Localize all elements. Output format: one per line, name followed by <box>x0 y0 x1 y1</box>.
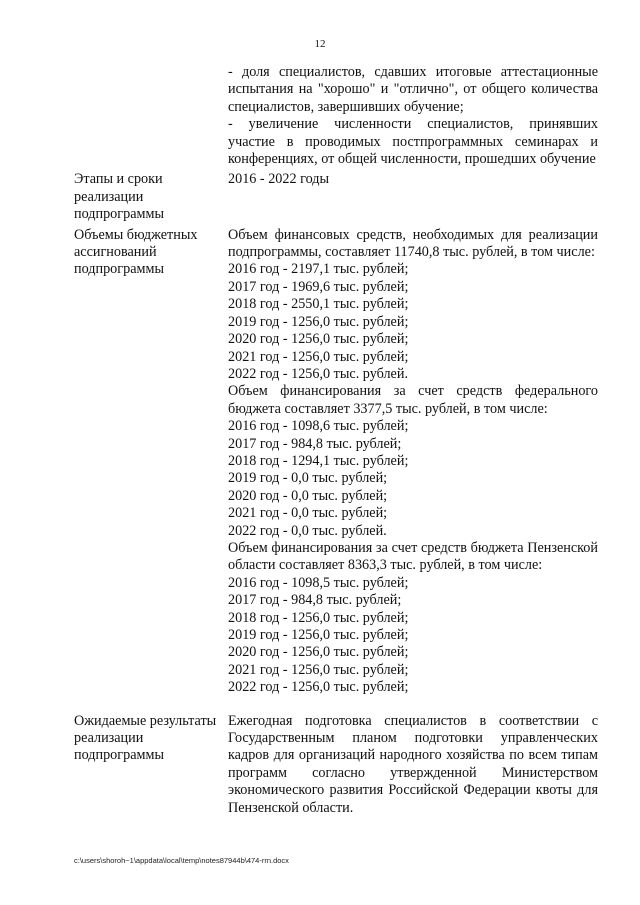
page-number: 12 <box>314 38 326 50</box>
funding-federal-year: 2019 год - 0,0 тыс. рублей; <box>228 470 388 487</box>
indicator-paragraph: - увеличение численности специалистов, принявших участие в проводимых постпрограммных семинарах и конференциях, от общей численности, прошедших обучение <box>228 116 598 168</box>
funding-total-intro: Объем финансовых средств, необходимых для реализации подпрограммы, составляет 11740,8 тыс. рублей, в том числе: <box>228 226 598 261</box>
funding-regional-year: 2018 год - 1256,0 тыс. рублей; <box>228 609 409 626</box>
funding-total-year: 2020 год - 1256,0 тыс. рублей; <box>228 331 409 348</box>
row-indicators-label <box>74 64 228 168</box>
row-stages-value: 2016 - 2022 годы <box>228 171 330 188</box>
passport-table <box>74 64 598 817</box>
row-funding-value <box>228 227 598 697</box>
funding-regional-year: 2021 год - 1256,0 тыс. рублей; <box>228 661 409 678</box>
row-stages-label: Этапы и сроки реализации подпрограммы <box>74 171 164 223</box>
funding-federal-year: 2021 год - 0,0 тыс. рублей; <box>228 505 388 522</box>
funding-regional-year: 2017 год - 984,8 тыс. рублей; <box>228 592 402 609</box>
funding-total-year: 2022 год - 1256,0 тыс. рублей. <box>228 365 408 382</box>
row-results <box>74 713 598 817</box>
row-indicators <box>74 64 598 168</box>
row-funding <box>74 227 598 697</box>
funding-federal-year: 2020 год - 0,0 тыс. рублей; <box>228 487 388 504</box>
row-results-value: Ежегодная подготовка специалистов в соответствии с Государственным планом подготовки управленческих кадров для организаций народного хозяйства по всем типам программ согласно утвержденной Министерством экономического развития Российской Федерации квоты для Пензенской области. <box>228 712 598 816</box>
row-results-label: Ожидаемые результаты реализации подпрограммы <box>74 712 217 764</box>
funding-federal-intro: Объем финансирования за счет средств федерального бюджета составляет 3377,5 тыс. рублей, в том числе: <box>228 383 598 417</box>
funding-regional-year: 2020 год - 1256,0 тыс. рублей; <box>228 644 409 661</box>
funding-total-year: 2017 год - 1969,6 тыс. рублей; <box>228 278 409 295</box>
row-indicators-value <box>228 64 598 168</box>
indicator-paragraph: - доля специалистов, сдавших итоговые аттестационные испытания на "хорошо" и "отлично", от общего количества специалистов, завершивших обучение; <box>228 64 598 115</box>
funding-regional-year: 2022 год - 1256,0 тыс. рублей; <box>228 679 409 696</box>
funding-total-year: 2018 год - 2550,1 тыс. рублей; <box>228 296 409 313</box>
funding-federal-year: 2018 год - 1294,1 тыс. рублей; <box>228 452 409 469</box>
funding-total-year: 2019 год - 1256,0 тыс. рублей; <box>228 313 409 330</box>
row-funding-label: Объемы бюджетных ассигнований подпрограммы <box>74 226 198 278</box>
funding-total-year: 2016 год - 2197,1 тыс. рублей; <box>228 261 409 278</box>
funding-regional-year: 2019 год - 1256,0 тыс. рублей; <box>228 627 409 643</box>
funding-federal-year: 2022 год - 0,0 тыс. рублей. <box>228 522 387 539</box>
funding-total-year: 2021 год - 1256,0 тыс. рублей; <box>228 348 409 365</box>
row-stages <box>74 171 598 223</box>
funding-federal-year: 2017 год - 984,8 тыс. рублей; <box>228 435 402 452</box>
funding-regional-year: 2016 год - 1098,5 тыс. рублей; <box>228 574 409 591</box>
funding-regional-intro: Объем финансирования за счет средств бюджета Пензенской области составляет 8363,3 тыс. рублей, в том числе: <box>228 539 598 574</box>
footer-file-path: c:\users\shoroh~1\appdata\local\temp\notes87944b\474-rrn.docx <box>74 856 289 865</box>
funding-federal-year: 2016 год - 1098,6 тыс. рублей; <box>228 418 409 435</box>
